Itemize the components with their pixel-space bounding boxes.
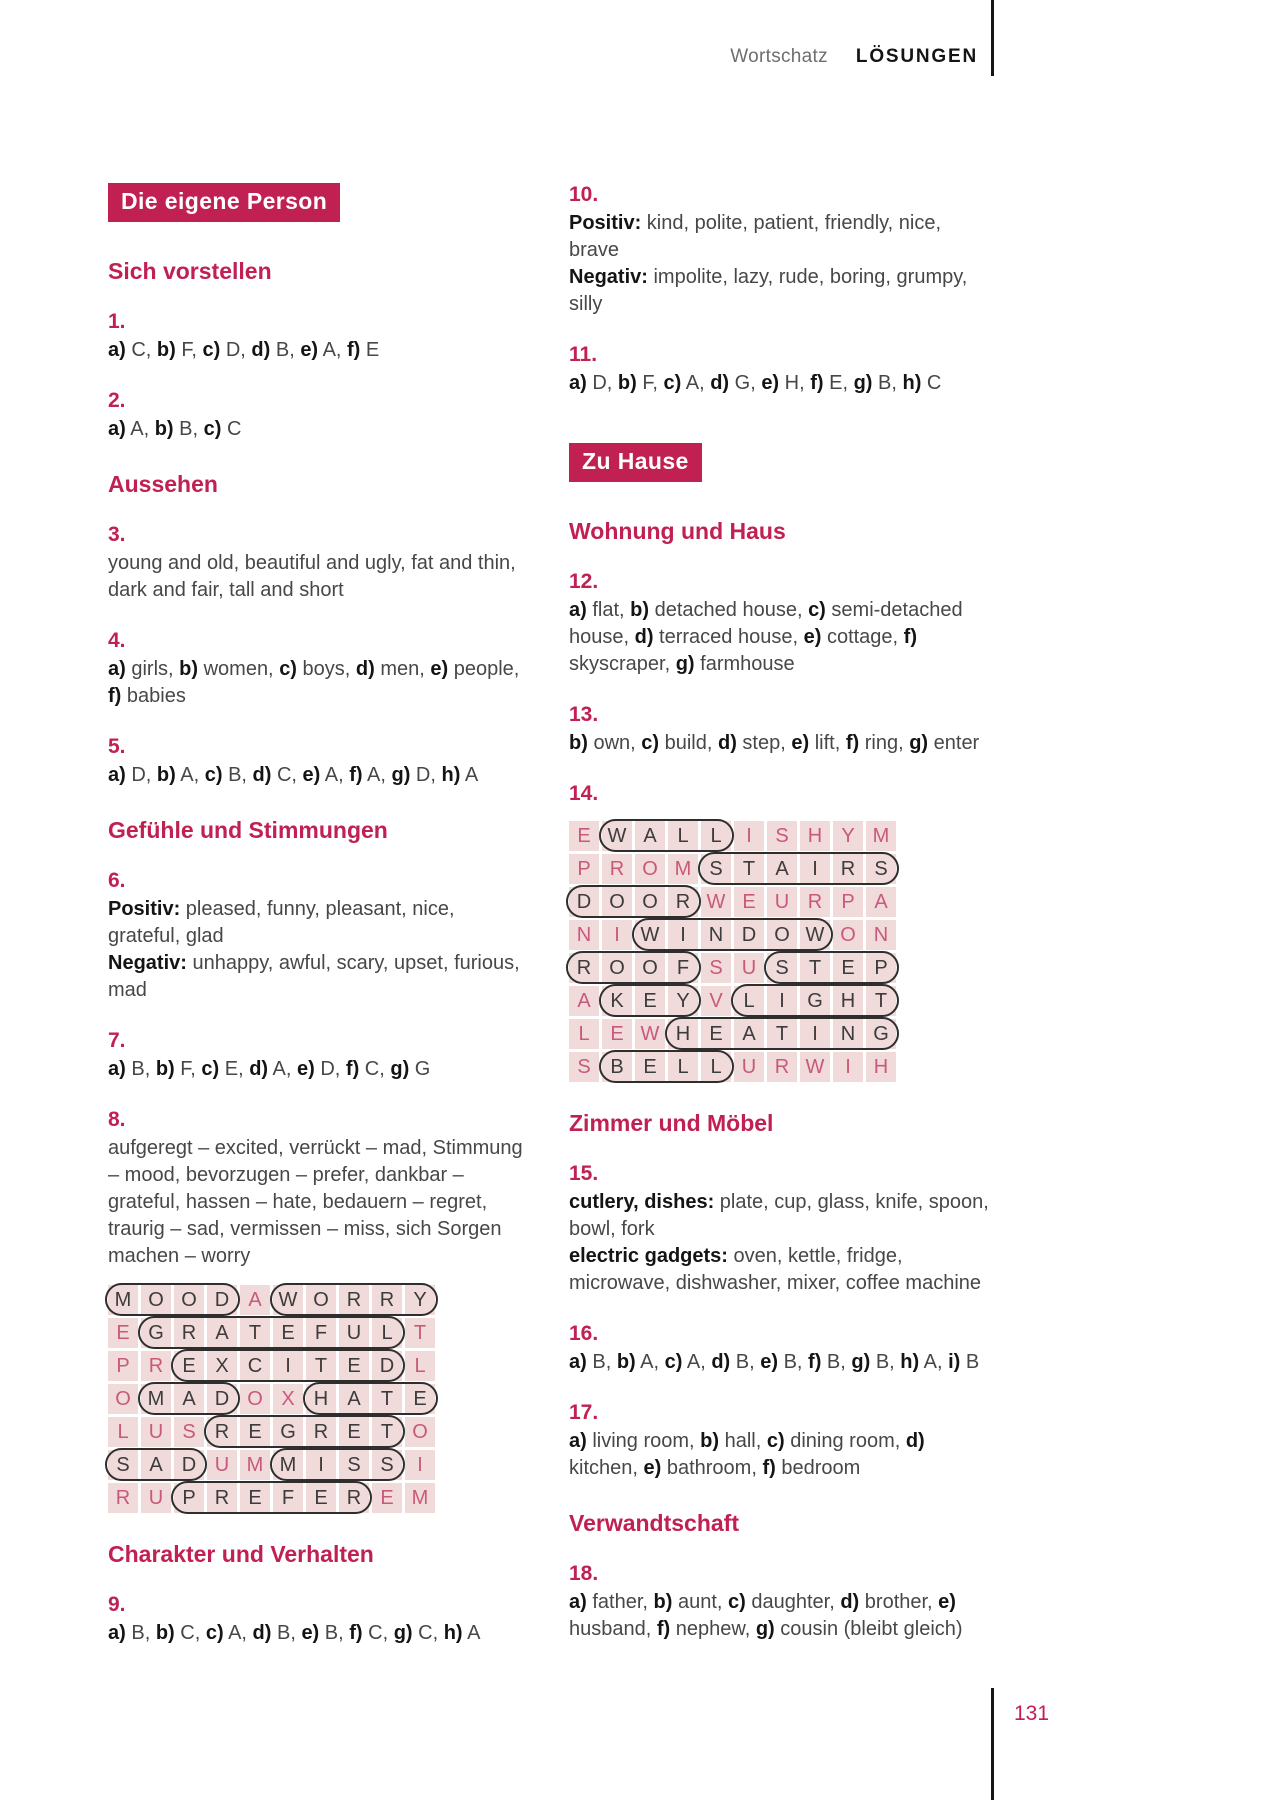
wordsearch-row xyxy=(108,1318,532,1348)
grid-cell: W xyxy=(602,821,632,851)
grid-cell: B xyxy=(602,1052,632,1082)
grid-cell: E xyxy=(339,1417,369,1447)
grid-cell: U xyxy=(141,1417,171,1447)
grid-cell: M xyxy=(668,854,698,884)
grid-cell: M xyxy=(108,1285,138,1315)
grid-cell: I xyxy=(405,1450,435,1480)
grid-cell: O xyxy=(602,887,632,917)
answer-number: 6. xyxy=(108,869,126,892)
wordsearch-row xyxy=(569,920,993,950)
grid-cell: E xyxy=(240,1417,270,1447)
grid-cell: Y xyxy=(405,1285,435,1315)
grid-cell: U xyxy=(734,953,764,983)
grid-cell: S xyxy=(174,1417,204,1447)
grid-cell: U xyxy=(767,887,797,917)
wordsearch-row xyxy=(569,953,993,983)
grid-cell: F xyxy=(273,1483,303,1513)
grid-cell: H xyxy=(668,1019,698,1049)
grid-cell: G xyxy=(800,986,830,1016)
answer-text: a) B, b) A, c) A, d) B, e) B, f) B, g) B, h) A, i) B xyxy=(569,1351,980,1373)
grid-cell: E xyxy=(569,821,599,851)
grid-cell: R xyxy=(207,1417,237,1447)
grid-cell: O xyxy=(833,920,863,950)
subheading: Wohnung und Haus xyxy=(569,518,786,544)
answer-number: 10. xyxy=(569,183,599,206)
grid-cell: R xyxy=(339,1285,369,1315)
grid-cell: L xyxy=(668,1052,698,1082)
grid-cell: R xyxy=(174,1318,204,1348)
grid-cell: A xyxy=(866,887,896,917)
grid-cell: D xyxy=(207,1384,237,1414)
grid-cell: G xyxy=(273,1417,303,1447)
grid-cell: E xyxy=(306,1483,336,1513)
grid-cell: E xyxy=(602,1019,632,1049)
grid-cell: P xyxy=(833,887,863,917)
grid-cell: N xyxy=(569,920,599,950)
answer-number: 3. xyxy=(108,523,126,546)
grid-cell: T xyxy=(405,1318,435,1348)
grid-cell: I xyxy=(306,1450,336,1480)
grid-cell: N xyxy=(866,920,896,950)
grid-cell: E xyxy=(174,1351,204,1381)
answer-number: 11. xyxy=(569,343,598,366)
subheading: Aussehen xyxy=(108,471,218,497)
grid-cell: R xyxy=(833,854,863,884)
wordsearch-row xyxy=(108,1285,532,1315)
header-section-label: Wortschatz xyxy=(730,46,828,67)
grid-cell: F xyxy=(668,953,698,983)
grid-cell: I xyxy=(800,854,830,884)
grid-cell: R xyxy=(800,887,830,917)
answer-text: young and old, beautiful and ugly, fat and thin, dark and fair, tall and short xyxy=(108,552,516,601)
grid-cell: R xyxy=(602,854,632,884)
section-banner: Zu Hause xyxy=(569,443,702,482)
column-left xyxy=(108,183,532,1647)
grid-cell: L xyxy=(569,1019,599,1049)
answer-text: Positiv: pleased, funny, pleasant, nice, grateful, glad Negativ: unhappy, awful, scary, upset, furious, mad xyxy=(108,898,520,1001)
answer-number: 17. xyxy=(569,1401,599,1424)
grid-cell: A xyxy=(734,1019,764,1049)
answer-text: cutlery, dishes: plate, cup, glass, knife, spoon, bowl, fork electric gadgets: oven, kettle, fridge, microwave, dishwasher, mixer, coffee machine xyxy=(569,1191,989,1294)
column-right xyxy=(569,183,993,1647)
grid-cell: O xyxy=(635,854,665,884)
grid-cell: U xyxy=(141,1483,171,1513)
grid-cell: M xyxy=(273,1450,303,1480)
grid-cell: A xyxy=(174,1384,204,1414)
grid-cell: O xyxy=(306,1285,336,1315)
section-banner: Die eigene Person xyxy=(108,183,340,222)
grid-cell: G xyxy=(141,1318,171,1348)
answer-text: a) B, b) C, c) A, d) B, e) B, f) C, g) C, h) A xyxy=(108,1622,481,1644)
answer-number: 5. xyxy=(108,735,126,758)
wordsearch-row xyxy=(569,1052,993,1082)
wordsearch-row xyxy=(108,1450,532,1480)
grid-cell: E xyxy=(833,953,863,983)
grid-cell: L xyxy=(668,821,698,851)
grid-cell: D xyxy=(569,887,599,917)
grid-cell: N xyxy=(701,920,731,950)
grid-cell: R xyxy=(372,1285,402,1315)
grid-cell: A xyxy=(635,821,665,851)
wordsearch-row xyxy=(569,887,993,917)
grid-cell: I xyxy=(800,1019,830,1049)
grid-cell: S xyxy=(108,1450,138,1480)
grid-cell: E xyxy=(273,1318,303,1348)
grid-cell: E xyxy=(372,1483,402,1513)
subheading: Charakter und Verhalten xyxy=(108,1541,374,1567)
grid-cell: E xyxy=(405,1384,435,1414)
grid-cell: H xyxy=(800,821,830,851)
grid-cell: H xyxy=(866,1052,896,1082)
grid-cell: L xyxy=(734,986,764,1016)
answer-text: a) A, b) B, c) C xyxy=(108,418,242,440)
grid-cell: E xyxy=(635,986,665,1016)
answer-text: b) own, c) build, d) step, e) lift, f) ring, g) enter xyxy=(569,732,980,754)
answer-number: 7. xyxy=(108,1029,126,1052)
subheading: Sich vorstellen xyxy=(108,258,272,284)
wordsearch-row xyxy=(108,1384,532,1414)
grid-cell: A xyxy=(207,1318,237,1348)
grid-cell: R xyxy=(569,953,599,983)
grid-cell: A xyxy=(141,1450,171,1480)
grid-cell: I xyxy=(734,821,764,851)
wordsearch-row xyxy=(108,1417,532,1447)
grid-cell: T xyxy=(372,1417,402,1447)
grid-cell: I xyxy=(273,1351,303,1381)
grid-cell: T xyxy=(866,986,896,1016)
grid-cell: O xyxy=(767,920,797,950)
grid-cell: S xyxy=(701,854,731,884)
wordsearch-row xyxy=(569,986,993,1016)
answer-text: a) living room, b) hall, c) dining room, d) kitchen, e) bathroom, f) bedroom xyxy=(569,1430,925,1479)
answer-text: a) father, b) aunt, c) daughter, d) brother, e) husband, f) nephew, g) cousin (bleibt gleich) xyxy=(569,1591,963,1640)
grid-cell: P xyxy=(866,953,896,983)
grid-cell: E xyxy=(701,1019,731,1049)
grid-cell: W xyxy=(701,887,731,917)
grid-cell: O xyxy=(174,1285,204,1315)
grid-cell: T xyxy=(372,1384,402,1414)
grid-cell: V xyxy=(701,986,731,1016)
grid-cell: W xyxy=(273,1285,303,1315)
grid-cell: T xyxy=(734,854,764,884)
grid-cell: W xyxy=(800,920,830,950)
grid-cell: E xyxy=(240,1483,270,1513)
answer-number: 13. xyxy=(569,703,599,726)
answer-text: a) D, b) A, c) B, d) C, e) A, f) A, g) D, h) A xyxy=(108,764,479,786)
answer-number: 9. xyxy=(108,1593,126,1616)
page-number: 131 xyxy=(1014,1702,1050,1725)
answer-number: 16. xyxy=(569,1322,599,1345)
answer-number: 4. xyxy=(108,629,126,652)
grid-cell: R xyxy=(767,1052,797,1082)
grid-cell: E xyxy=(734,887,764,917)
answer-text: a) C, b) F, c) D, d) B, e) A, f) E xyxy=(108,339,380,361)
grid-cell: D xyxy=(372,1351,402,1381)
grid-cell: R xyxy=(339,1483,369,1513)
grid-cell: O xyxy=(141,1285,171,1315)
grid-cell: L xyxy=(108,1417,138,1447)
answer-text: a) D, b) F, c) A, d) G, e) H, f) E, g) B, h) C xyxy=(569,372,942,394)
grid-cell: H xyxy=(833,986,863,1016)
grid-cell: O xyxy=(240,1384,270,1414)
grid-cell: R xyxy=(108,1483,138,1513)
grid-cell: S xyxy=(767,821,797,851)
grid-cell: D xyxy=(734,920,764,950)
grid-cell: R xyxy=(141,1351,171,1381)
grid-cell: A xyxy=(240,1285,270,1315)
grid-cell: U xyxy=(207,1450,237,1480)
grid-cell: M xyxy=(405,1483,435,1513)
answer-number: 2. xyxy=(108,389,126,412)
grid-cell: U xyxy=(734,1052,764,1082)
grid-cell: A xyxy=(339,1384,369,1414)
answer-number: 1. xyxy=(108,310,126,333)
grid-cell: T xyxy=(800,953,830,983)
grid-cell: L xyxy=(701,821,731,851)
top-rule xyxy=(991,0,994,76)
grid-cell: T xyxy=(240,1318,270,1348)
grid-cell: R xyxy=(668,887,698,917)
grid-cell: I xyxy=(767,986,797,1016)
grid-cell: X xyxy=(273,1384,303,1414)
grid-cell: M xyxy=(866,821,896,851)
grid-cell: R xyxy=(207,1483,237,1513)
grid-cell: O xyxy=(405,1417,435,1447)
grid-cell: Y xyxy=(833,821,863,851)
grid-cell: W xyxy=(800,1052,830,1082)
grid-cell: A xyxy=(569,986,599,1016)
grid-cell: Y xyxy=(668,986,698,1016)
grid-cell: C xyxy=(240,1351,270,1381)
grid-cell: E xyxy=(339,1351,369,1381)
grid-cell: D xyxy=(174,1450,204,1480)
grid-cell: H xyxy=(306,1384,336,1414)
grid-cell: P xyxy=(108,1351,138,1381)
grid-cell: O xyxy=(108,1384,138,1414)
grid-cell: A xyxy=(767,854,797,884)
bottom-rule xyxy=(991,1688,994,1800)
wordsearch-row xyxy=(569,1019,993,1049)
answer-number: 8. xyxy=(108,1108,126,1131)
wordsearch-row xyxy=(108,1483,532,1513)
answer-number: 18. xyxy=(569,1562,599,1585)
grid-cell: O xyxy=(602,953,632,983)
grid-cell: N xyxy=(833,1019,863,1049)
grid-cell: I xyxy=(602,920,632,950)
answer-text: a) B, b) F, c) E, d) A, e) D, f) C, g) G xyxy=(108,1058,431,1080)
content xyxy=(108,183,993,1647)
grid-cell: L xyxy=(701,1052,731,1082)
grid-cell: W xyxy=(635,1019,665,1049)
grid-cell: X xyxy=(207,1351,237,1381)
grid-cell: P xyxy=(174,1483,204,1513)
answer-number: 14. xyxy=(569,782,599,805)
wordsearch-row xyxy=(569,821,993,851)
grid-cell: E xyxy=(108,1318,138,1348)
grid-cell: S xyxy=(767,953,797,983)
grid-cell: S xyxy=(866,854,896,884)
wordsearch-grid xyxy=(569,821,993,1082)
wordsearch-row xyxy=(108,1351,532,1381)
page-header xyxy=(0,46,978,68)
grid-cell: R xyxy=(306,1417,336,1447)
grid-cell: S xyxy=(372,1450,402,1480)
grid-cell: I xyxy=(668,920,698,950)
grid-cell: O xyxy=(635,953,665,983)
grid-cell: S xyxy=(701,953,731,983)
grid-cell: L xyxy=(372,1318,402,1348)
grid-cell: D xyxy=(207,1285,237,1315)
answer-number: 15. xyxy=(569,1162,599,1185)
subheading: Gefühle und Stimmungen xyxy=(108,817,388,843)
subheading: Verwandtschaft xyxy=(569,1510,739,1536)
grid-cell: U xyxy=(339,1318,369,1348)
answer-text: Positiv: kind, polite, patient, friendly, nice, brave Negativ: impolite, lazy, rude, boring, grumpy, silly xyxy=(569,212,968,315)
answer-text: aufgeregt – excited, verrückt – mad, Stimmung – mood, bevorzugen – prefer, dankbar – grateful, hassen – hate, bedauern – regret, traurig – sad, vermissen – miss, sich Sorgen machen – worry xyxy=(108,1137,523,1267)
grid-cell: G xyxy=(866,1019,896,1049)
wordsearch-grid xyxy=(108,1285,532,1513)
answer-text: a) flat, b) detached house, c) semi-detached house, d) terraced house, e) cottage, f) skyscraper, g) farmhouse xyxy=(569,599,963,675)
grid-cell: S xyxy=(569,1052,599,1082)
grid-cell: E xyxy=(635,1052,665,1082)
grid-cell: W xyxy=(635,920,665,950)
grid-cell: I xyxy=(833,1052,863,1082)
grid-cell: M xyxy=(141,1384,171,1414)
grid-cell: S xyxy=(339,1450,369,1480)
grid-cell: P xyxy=(569,854,599,884)
header-page-type: LÖSUNGEN xyxy=(855,46,978,67)
grid-cell: L xyxy=(405,1351,435,1381)
wordsearch-row xyxy=(569,854,993,884)
grid-cell: O xyxy=(635,887,665,917)
grid-cell: M xyxy=(240,1450,270,1480)
answer-number: 12. xyxy=(569,570,599,593)
subheading: Zimmer und Möbel xyxy=(569,1110,774,1136)
grid-cell: K xyxy=(602,986,632,1016)
grid-cell: F xyxy=(306,1318,336,1348)
grid-cell: T xyxy=(767,1019,797,1049)
grid-cell: T xyxy=(306,1351,336,1381)
answer-text: a) girls, b) women, c) boys, d) men, e) people, f) babies xyxy=(108,658,520,707)
